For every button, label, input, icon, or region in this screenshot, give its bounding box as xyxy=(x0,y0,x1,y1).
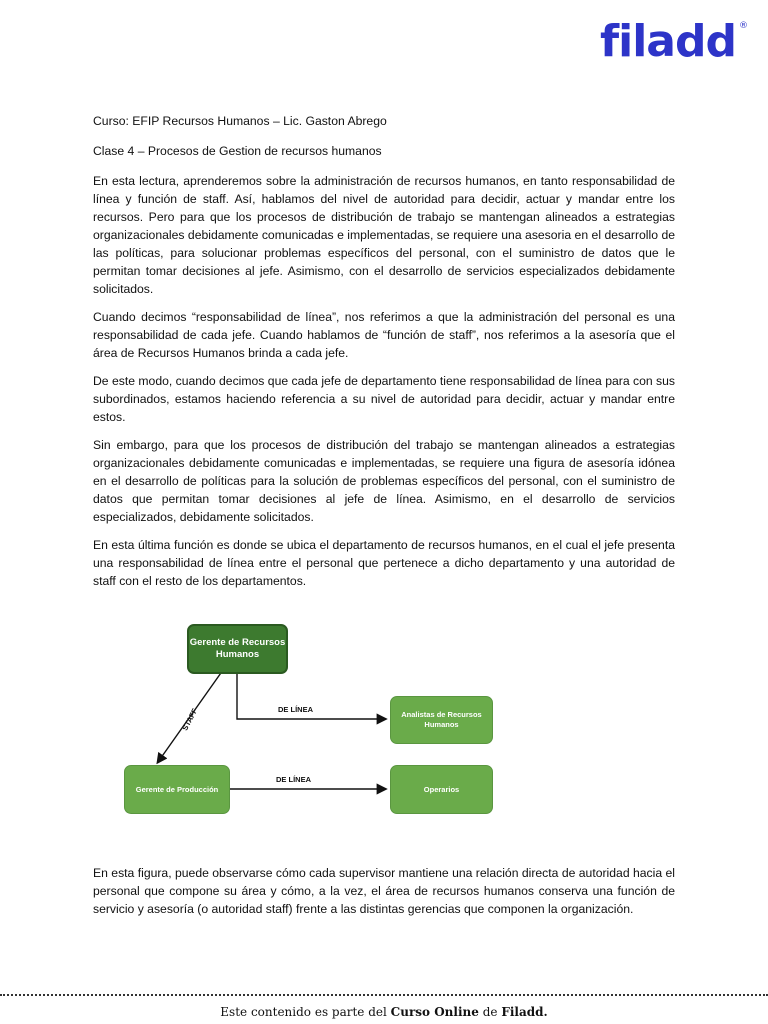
node-hr-manager: Gerente de Recursos Humanos xyxy=(187,624,288,674)
document-body xyxy=(93,112,675,600)
course-title: Curso: EFIP Recursos Humanos – Lic. Gaston Abrego xyxy=(93,114,387,128)
org-diagram xyxy=(120,620,500,820)
paragraph: En esta última función es donde se ubica el departamento de recursos humanos, en el cual el jefe presenta una responsabilidad de línea entre el personal que pertenece a dicho departamento y una autoridad de staff con el resto de los departamentos. xyxy=(93,538,675,588)
footer-middle: de xyxy=(482,1005,498,1019)
paragraph: En esta lectura, aprenderemos sobre la administración de recursos humanos, en tanto responsabilidad de línea y función de staff. Así, hablamos del nivel de autoridad para decidir, actuar y mandar entre los recursos. Pero para que los procesos de distribución de trabajo se mantengan alineados a estrategias organizacionales debidamente comunicadas e implementadas, se requiere una asesoria en el desarrollo de las políticas, para solucionar problemas específicos del personal, con el suministro de datos que le permitan tomar decisiones al jefe. Asimismo, con el desarrollo de servicios especializados debidamente solicitados. xyxy=(93,174,675,296)
node-production-manager: Gerente de Producción xyxy=(124,765,230,814)
edge-label-line-bottom: DE LÍNEA xyxy=(276,775,312,784)
figure-caption: En esta figura, puede observarse cómo cada supervisor mantiene una relación directa de autoridad hacia el personal que compone su área y cómo, a la vez, el área de recursos humanos conserva una función de servicio y asesoría (o autoridad staff) frente a las distintas gerencias que componen la organización. xyxy=(93,866,675,916)
lesson-title: Clase 4 – Procesos de Gestion de recursos humanos xyxy=(93,144,382,158)
footer-prefix: Este contenido es parte del xyxy=(220,1005,387,1019)
paragraph: Sin embargo, para que los procesos de distribución del trabajo se mantengan alineados a estrategias organizacionales debidamente comunicadas e implementadas, se requiere una figura de asesoría idónea en el desarrollo de políticas para la solución de problemas específicos del personal, con el suministro de datos que permitan tomar decisiones al jefe de línea. Asimismo, en el desarrollo de servicios especializados, debidamente solicitados. xyxy=(93,438,675,524)
paragraph: Cuando decimos “responsabilidad de línea”, nos referimos a que la administración del personal es una responsabilidad de cada jefe. Cuando hablamos de “función de staff”, nos referimos a la asesoría que el área de Recursos Humanos brinda a cada jefe. xyxy=(93,310,675,360)
filadd-logo xyxy=(600,16,748,68)
brand-name: filadd xyxy=(600,16,736,67)
edge-label-staff: STAFF xyxy=(180,706,200,733)
registered-mark: ® xyxy=(739,21,748,31)
paragraph: De este modo, cuando decimos que cada jefe de departamento tiene responsabilidad de línea para con sus subordinados, estamos haciendo referencia a su nivel de autoridad para decidir, actuar y mandar entre estos. xyxy=(93,374,676,424)
footer-note xyxy=(0,1005,768,1019)
footer-course: Curso Online xyxy=(390,1005,479,1019)
node-hr-analysts: Analistas de Recursos Humanos xyxy=(390,696,493,744)
node-operators: Operarios xyxy=(390,765,493,814)
edge-label-line-top: DE LÍNEA xyxy=(278,705,314,714)
footer-divider xyxy=(0,994,768,996)
footer-brand: Filadd. xyxy=(501,1005,548,1019)
